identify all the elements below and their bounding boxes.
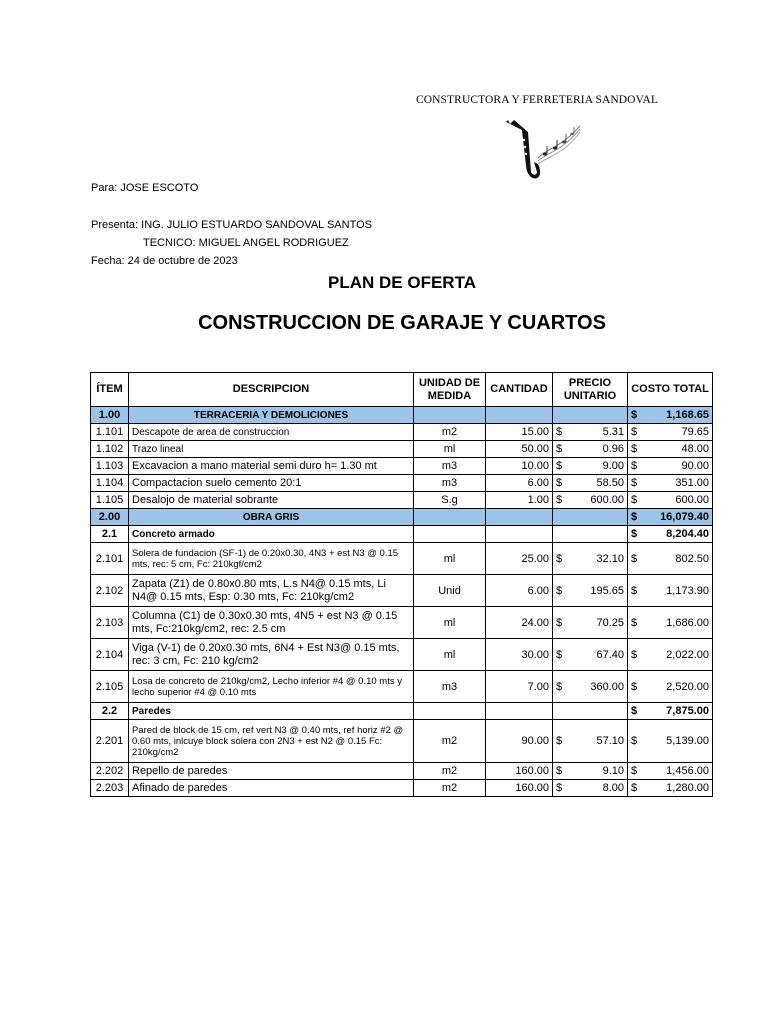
total-value: 16,079.40 — [660, 511, 709, 523]
price-value: 360.00 — [590, 680, 624, 693]
table-row — [91, 575, 713, 607]
item-number: 2.101 — [91, 543, 129, 575]
item-unit: ml — [414, 441, 486, 458]
total-cost — [628, 407, 713, 424]
unit-price — [553, 639, 628, 671]
total-cost — [628, 458, 713, 475]
total-cost — [628, 441, 713, 458]
item-quantity: 50.00 — [486, 441, 553, 458]
company-name: CONSTRUCTORA Y FERRETERIA SANDOVAL — [415, 94, 659, 106]
item-unit: m3 — [414, 671, 486, 703]
total-cost — [628, 543, 713, 575]
empty-cell — [486, 407, 553, 424]
currency-symbol: $ — [556, 460, 563, 472]
currency-symbol: $ — [631, 765, 638, 777]
item-number: 2.202 — [91, 763, 129, 780]
empty-cell — [414, 526, 486, 543]
subsection-title: Concreto armado — [129, 526, 414, 543]
item-number: 2.104 — [91, 639, 129, 671]
currency-symbol: $ — [556, 616, 563, 629]
price-value: 9.10 — [602, 765, 624, 777]
col-cantidad: CANTIDAD — [486, 373, 553, 407]
item-description: Losa de concreto de 210kg/cm2, Lecho inferior #4 @ 0.10 mts y lecho superior #4 @ 0.10 mts — [129, 671, 414, 703]
item-quantity: 30.00 — [486, 639, 553, 671]
col-costo: COSTO TOTAL — [628, 373, 713, 407]
item-unit: Unid — [414, 575, 486, 607]
item-description: Repello de paredes — [129, 763, 414, 780]
currency-symbol: $ — [631, 460, 638, 472]
total-cost — [628, 780, 713, 797]
table-row — [91, 639, 713, 671]
currency-symbol: $ — [556, 477, 563, 489]
total-value: 351.00 — [675, 477, 709, 489]
item-unit: m2 — [414, 780, 486, 797]
currency-symbol: $ — [556, 782, 563, 794]
item-description: Desalojo de material sobrante — [129, 492, 414, 509]
budget-table — [90, 372, 713, 797]
col-unidad: UNIDAD DE MEDIDA — [414, 373, 486, 407]
price-value: 32.10 — [596, 552, 624, 565]
currency-symbol: $ — [631, 782, 638, 794]
table-row — [91, 492, 713, 509]
currency-symbol: $ — [556, 426, 563, 438]
para-line: Para: JOSE ESCOTO — [91, 182, 199, 194]
currency-symbol: $ — [631, 735, 638, 747]
item-unit: m3 — [414, 475, 486, 492]
total-cost — [628, 509, 713, 526]
price-value: 600.00 — [590, 494, 624, 506]
unit-price — [553, 424, 628, 441]
empty-cell — [553, 509, 628, 526]
item-unit: ml — [414, 607, 486, 639]
unit-price — [553, 720, 628, 763]
item-unit: ml — [414, 543, 486, 575]
item-quantity: 6.00 — [486, 575, 553, 607]
item-unit: S.g — [414, 492, 486, 509]
item-number: 1.105 — [91, 492, 129, 509]
item-quantity: 1.00 — [486, 492, 553, 509]
total-value: 90.00 — [681, 460, 709, 472]
empty-cell — [486, 526, 553, 543]
item-number: 2.102 — [91, 575, 129, 607]
total-cost — [628, 720, 713, 763]
table-row — [91, 671, 713, 703]
unit-price — [553, 475, 628, 492]
currency-symbol: $ — [631, 680, 638, 693]
item-number: 2.2 — [91, 703, 129, 720]
total-cost — [628, 703, 713, 720]
price-value: 9.00 — [602, 460, 624, 472]
item-description: Excavacion a mano material semi duro h= 1.30 mt — [129, 458, 414, 475]
table-row — [91, 763, 713, 780]
item-unit: m2 — [414, 763, 486, 780]
saxophone-music-notes-icon — [500, 118, 582, 184]
currency-symbol: $ — [631, 648, 638, 661]
table-row — [91, 607, 713, 639]
item-quantity: 7.00 — [486, 671, 553, 703]
table-row — [91, 424, 713, 441]
total-value: 2,022.00 — [666, 648, 709, 661]
item-quantity: 160.00 — [486, 763, 553, 780]
total-value: 802.50 — [675, 552, 709, 565]
unit-price — [553, 441, 628, 458]
total-cost — [628, 424, 713, 441]
total-value: 1,168.65 — [666, 409, 709, 421]
item-number: 1.00 — [91, 407, 129, 424]
currency-symbol: $ — [631, 494, 638, 506]
table-row — [91, 780, 713, 797]
subsection-title: Paredes — [129, 703, 414, 720]
total-value: 1,686.00 — [666, 616, 709, 629]
total-cost — [628, 575, 713, 607]
price-value: 58.50 — [596, 477, 624, 489]
currency-symbol: $ — [556, 680, 563, 693]
total-value: 1,456.00 — [666, 765, 709, 777]
item-number: 2.201 — [91, 720, 129, 763]
item-quantity: 90.00 — [486, 720, 553, 763]
currency-symbol: $ — [556, 443, 563, 455]
price-value: 8.00 — [602, 782, 624, 794]
currency-symbol: $ — [631, 552, 638, 565]
item-number: 2.203 — [91, 780, 129, 797]
price-value: 0.96 — [602, 443, 624, 455]
unit-price — [553, 458, 628, 475]
subsection-row — [91, 526, 713, 543]
table-row — [91, 458, 713, 475]
item-description: Pared de block de 15 cm, ref vert N3 @ 0.40 mts, ref horiz #2 @ 0.60 mts, inlcuye block solera con 2N3 + est N2 @ 0.15 Fc: 210kg/cm2 — [129, 720, 414, 763]
currency-symbol: $ — [631, 528, 638, 540]
item-description: Solera de fundacion (SF-1) de 0.20x0.30, 4N3 + est N3 @ 0.15 mts, rec: 5 cm, Fc: 210kgf/cm2 — [129, 543, 414, 575]
empty-cell — [553, 703, 628, 720]
unit-price — [553, 780, 628, 797]
table-row — [91, 441, 713, 458]
price-value: 57.10 — [596, 735, 624, 747]
item-number: 1.101 — [91, 424, 129, 441]
currency-symbol: $ — [556, 648, 563, 661]
price-value: 67.40 — [596, 648, 624, 661]
item-unit: m3 — [414, 458, 486, 475]
currency-symbol: $ — [631, 616, 638, 629]
fecha-line: Fecha: 24 de octubre de 2023 — [91, 255, 238, 267]
currency-symbol: $ — [631, 477, 638, 489]
plan-title: PLAN DE OFERTA — [328, 273, 476, 292]
item-number: 2.105 — [91, 671, 129, 703]
item-description: Descapote de area de construccion — [129, 424, 414, 441]
total-cost — [628, 492, 713, 509]
price-value: 195.65 — [590, 584, 624, 597]
currency-symbol: $ — [631, 705, 638, 717]
unit-price — [553, 543, 628, 575]
unit-price — [553, 763, 628, 780]
currency-symbol: $ — [556, 765, 563, 777]
table-header-row — [91, 373, 713, 407]
currency-symbol: $ — [631, 409, 638, 421]
col-precio: PRECIO UNITARIO — [553, 373, 628, 407]
item-number: 1.103 — [91, 458, 129, 475]
currency-symbol: $ — [556, 494, 563, 506]
item-description: Compactacion suelo cemento 20:1 — [129, 475, 414, 492]
empty-cell — [486, 509, 553, 526]
item-quantity: 15.00 — [486, 424, 553, 441]
table-row — [91, 720, 713, 763]
currency-symbol: $ — [631, 511, 638, 523]
item-number: 2.103 — [91, 607, 129, 639]
col-descripcion: DESCRIPCION — [129, 373, 414, 407]
section-title: TERRACERIA Y DEMOLICIONES — [129, 407, 414, 424]
item-description: Viga (V-1) de 0.20x0.30 mts, 6N4 + Est N3@ 0.15 mts, rec: 3 cm, Fc: 210 kg/cm2 — [129, 639, 414, 671]
section-row — [91, 407, 713, 424]
currency-symbol: $ — [631, 584, 638, 597]
unit-price — [553, 671, 628, 703]
item-quantity: 10.00 — [486, 458, 553, 475]
unit-price — [553, 607, 628, 639]
price-value: 5.31 — [602, 426, 624, 438]
table-row — [91, 543, 713, 575]
empty-cell — [486, 703, 553, 720]
unit-price — [553, 575, 628, 607]
tecnico-line: TECNICO: MIGUEL ANGEL RODRIGUEZ — [143, 237, 349, 249]
total-cost — [628, 526, 713, 543]
total-cost — [628, 639, 713, 671]
total-cost — [628, 607, 713, 639]
section-title: OBRA GRIS — [129, 509, 414, 526]
price-value: 70.25 — [596, 616, 624, 629]
total-value: 1,280.00 — [666, 782, 709, 794]
table-row — [91, 475, 713, 492]
currency-symbol: $ — [631, 443, 638, 455]
unit-price — [553, 492, 628, 509]
item-number: 2.00 — [91, 509, 129, 526]
project-title: CONSTRUCCION DE GARAJE Y CUARTOS — [198, 312, 606, 334]
item-number: 2.1 — [91, 526, 129, 543]
empty-cell — [414, 509, 486, 526]
currency-symbol: $ — [556, 735, 563, 747]
empty-cell — [553, 526, 628, 543]
section-row — [91, 509, 713, 526]
currency-symbol: $ — [556, 584, 563, 597]
total-value: 2,520.00 — [666, 680, 709, 693]
total-value: 5,139.00 — [666, 735, 709, 747]
item-number: 1.104 — [91, 475, 129, 492]
empty-cell — [414, 407, 486, 424]
subsection-row — [91, 703, 713, 720]
item-description: Zapata (Z1) de 0.80x0.80 mts, L.s N4@ 0.15 mts, Li N4@ 0.15 mts, Esp: 0.30 mts, Fc: 210kg/cm2 — [129, 575, 414, 607]
item-unit: m2 — [414, 720, 486, 763]
item-quantity: 160.00 — [486, 780, 553, 797]
total-value: 48.00 — [681, 443, 709, 455]
col-item: ÍTEM — [91, 373, 129, 407]
item-quantity: 6.00 — [486, 475, 553, 492]
item-unit: ml — [414, 639, 486, 671]
total-value: 79.65 — [681, 426, 709, 438]
total-value: 7,875.00 — [666, 705, 709, 717]
empty-cell — [414, 703, 486, 720]
currency-symbol: $ — [556, 552, 563, 565]
total-value: 1,173.90 — [666, 584, 709, 597]
empty-cell — [553, 407, 628, 424]
item-quantity: 25.00 — [486, 543, 553, 575]
total-value: 600.00 — [675, 494, 709, 506]
total-value: 8,204.40 — [666, 528, 709, 540]
item-unit: m2 — [414, 424, 486, 441]
total-cost — [628, 671, 713, 703]
item-description: Trazo lineal — [129, 441, 414, 458]
total-cost — [628, 475, 713, 492]
item-description: Columna (C1) de 0.30x0.30 mts, 4N5 + est N3 @ 0.15 mts, Fc:210kg/cm2, rec: 2.5 cm — [129, 607, 414, 639]
currency-symbol: $ — [631, 426, 638, 438]
presenta-line: Presenta: ING. JULIO ESTUARDO SANDOVAL SANTOS — [91, 219, 372, 231]
item-number: 1.102 — [91, 441, 129, 458]
total-cost — [628, 763, 713, 780]
item-description: Afinado de paredes — [129, 780, 414, 797]
item-quantity: 24.00 — [486, 607, 553, 639]
